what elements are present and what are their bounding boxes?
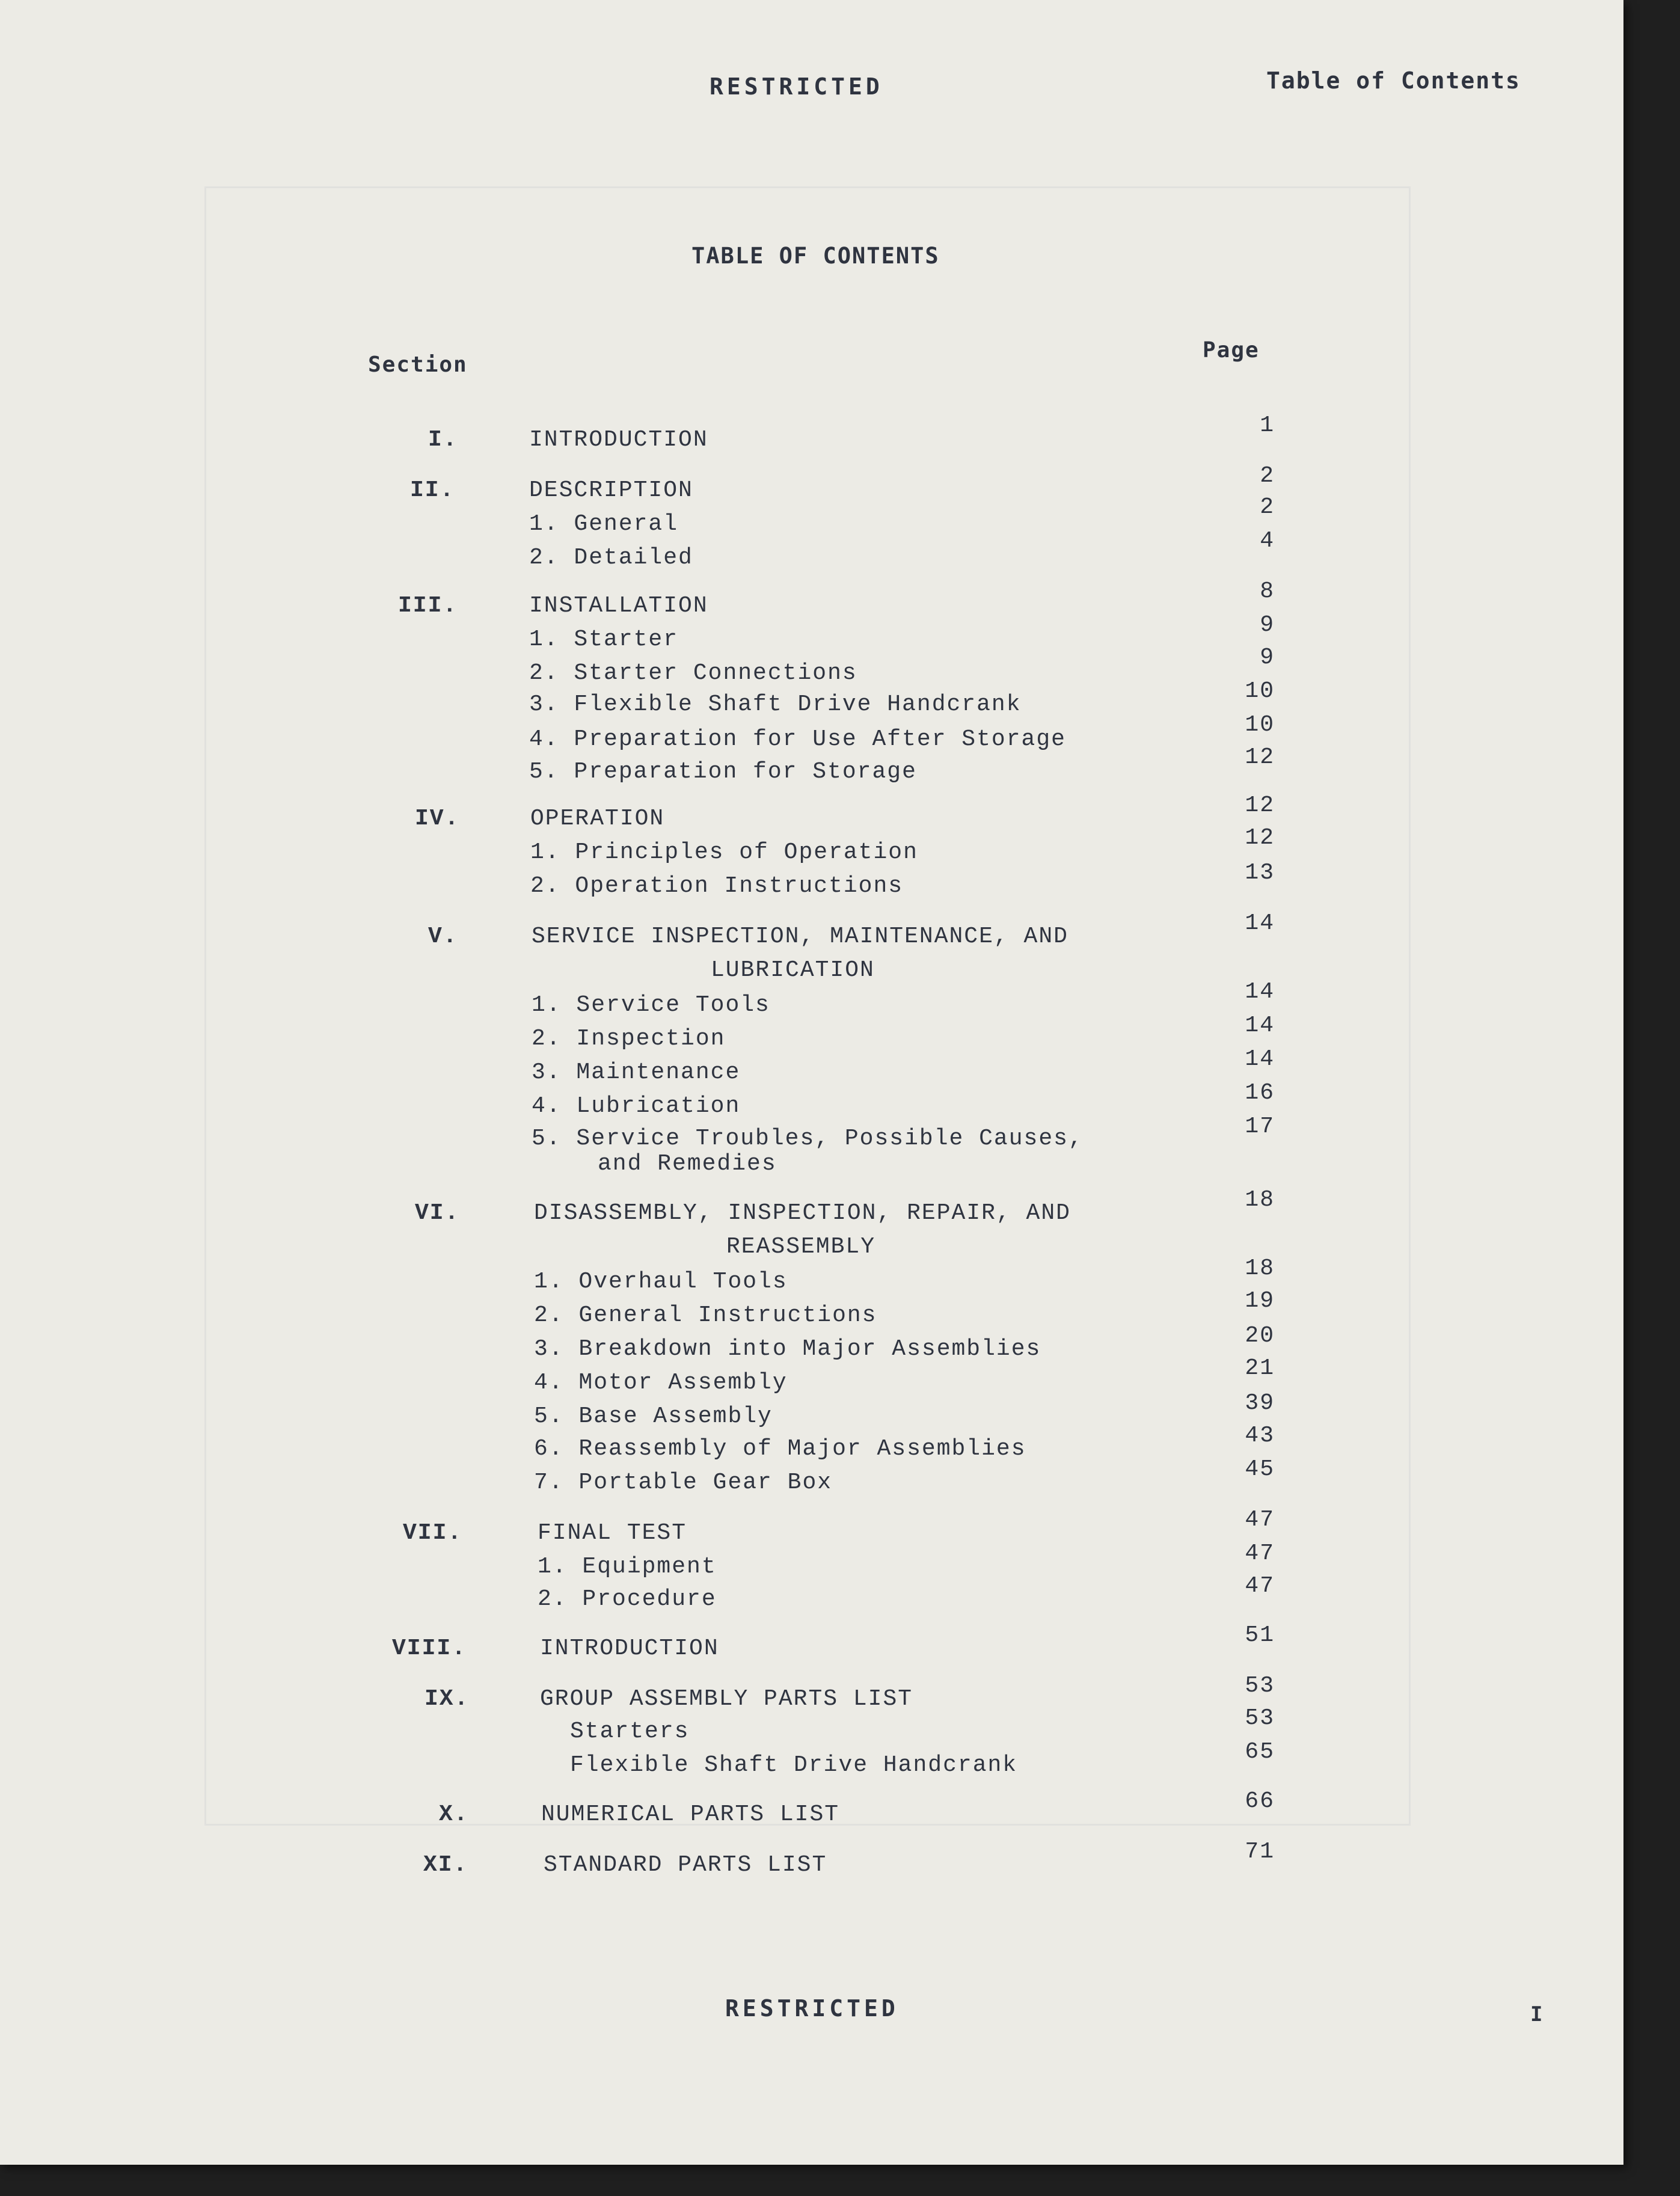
section-number: IV. [415, 806, 460, 832]
section-number: II. [410, 477, 455, 503]
section-page-number: 53 [1245, 1673, 1275, 1699]
section-title: SERVICE INSPECTION, MAINTENANCE, AND [532, 924, 1068, 949]
subsection-page-number: 17 [1245, 1114, 1275, 1139]
subsection-page-number: 53 [1245, 1705, 1275, 1731]
subsection-label: Starters [570, 1719, 690, 1744]
subsection-label: 6. Reassembly of Major Assemblies [534, 1436, 1026, 1462]
page-title: TABLE OF CONTENTS [691, 243, 940, 269]
section-title: OPERATION [530, 806, 665, 832]
subsection-label: 1. General [529, 511, 679, 537]
subsection-label: 1. Equipment [538, 1554, 717, 1580]
subsection-label: 5. Base Assembly [534, 1403, 773, 1429]
subsection-label-continued: and Remedies [598, 1151, 777, 1177]
subsection-page-number: 4 [1260, 528, 1275, 554]
section-page-number: 51 [1245, 1622, 1275, 1648]
section-page-number: 12 [1245, 793, 1275, 818]
subsection-label: 2. Procedure [538, 1586, 717, 1612]
section-title: DESCRIPTION [529, 477, 693, 503]
section-title-continued: LUBRICATION [711, 957, 875, 983]
subsection-page-number: 2 [1260, 494, 1275, 520]
subsection-label: 1. Starter [529, 627, 679, 652]
subsection-page-number: 20 [1245, 1323, 1275, 1349]
section-title: INTRODUCTION [529, 427, 708, 453]
section-page-number: 8 [1260, 578, 1275, 604]
subsection-page-number: 13 [1245, 860, 1275, 886]
subsection-page-number: 21 [1245, 1355, 1275, 1381]
subsection-page-number: 10 [1245, 678, 1275, 704]
column-header-section: Section [368, 352, 468, 377]
subsection-label: 3. Breakdown into Major Assemblies [534, 1336, 1041, 1362]
subsection-page-number: 47 [1245, 1541, 1275, 1566]
section-page-number: 1 [1260, 413, 1275, 438]
subsection-page-number: 45 [1245, 1456, 1275, 1482]
section-title-continued: REASSEMBLY [726, 1234, 876, 1260]
subsection-label: 2. Detailed [529, 545, 693, 571]
footer-page-number: I [1530, 2002, 1543, 2026]
column-header-page: Page [1203, 338, 1260, 363]
subsection-page-number: 9 [1260, 645, 1275, 670]
subsection-page-number: 18 [1245, 1256, 1275, 1281]
subsection-label: 1. Principles of Operation [530, 839, 918, 865]
subsection-page-number: 47 [1245, 1573, 1275, 1599]
section-title: STANDARD PARTS LIST [544, 1852, 827, 1878]
subsection-page-number: 12 [1245, 825, 1275, 851]
subsection-label: 1. Service Tools [532, 992, 770, 1018]
subsection-page-number: 12 [1245, 744, 1275, 770]
section-title: GROUP ASSEMBLY PARTS LIST [540, 1686, 913, 1712]
section-number: VII. [403, 1520, 463, 1546]
section-number: I. [428, 427, 458, 453]
subsection-label: 7. Portable Gear Box [534, 1470, 833, 1495]
subsection-label: 2. Operation Instructions [530, 873, 904, 899]
subsection-label: 2. Inspection [532, 1026, 726, 1052]
section-title: INTRODUCTION [540, 1636, 719, 1661]
subsection-page-number: 19 [1245, 1288, 1275, 1314]
section-title: DISASSEMBLY, INSPECTION, REPAIR, AND [534, 1200, 1071, 1226]
section-number: III. [398, 593, 458, 619]
section-page-number: 71 [1245, 1839, 1275, 1865]
section-number: XI. [423, 1852, 468, 1878]
section-number: V. [428, 924, 458, 949]
subsection-page-number: 14 [1245, 1013, 1275, 1038]
subsection-page-number: 14 [1245, 1046, 1275, 1072]
subsection-page-number: 14 [1245, 979, 1275, 1005]
subsection-page-number: 10 [1245, 712, 1275, 738]
subsection-label: 4. Lubrication [532, 1093, 741, 1119]
header-restricted: RESTRICTED [710, 73, 883, 100]
subsection-page-number: 65 [1245, 1739, 1275, 1765]
section-number: X. [439, 1802, 469, 1827]
section-page-number: 2 [1260, 463, 1275, 489]
subsection-label: 3. Flexible Shaft Drive Handcrank [529, 692, 1022, 717]
section-page-number: 66 [1245, 1788, 1275, 1814]
section-number: VI. [415, 1200, 460, 1226]
subsection-label: 3. Maintenance [532, 1060, 741, 1085]
subsection-label: 1. Overhaul Tools [534, 1269, 788, 1295]
header-table-of-contents: Table of Contents [1266, 67, 1521, 94]
section-title: FINAL TEST [538, 1520, 687, 1546]
subsection-page-number: 43 [1245, 1423, 1275, 1449]
subsection-label: 5. Service Troubles, Possible Causes, [532, 1126, 1084, 1152]
subsection-page-number: 16 [1245, 1080, 1275, 1106]
subsection-label: 2. Starter Connections [529, 660, 857, 686]
subsection-page-number: 9 [1260, 612, 1275, 638]
section-number: IX. [425, 1686, 470, 1712]
section-title: NUMERICAL PARTS LIST [541, 1802, 840, 1827]
section-page-number: 14 [1245, 910, 1275, 936]
section-page-number: 18 [1245, 1187, 1275, 1213]
subsection-label: Flexible Shaft Drive Handcrank [570, 1752, 1018, 1778]
section-number: VIII. [392, 1636, 467, 1661]
section-page-number: 47 [1245, 1507, 1275, 1533]
subsection-page-number: 39 [1245, 1390, 1275, 1416]
subsection-label: 5. Preparation for Storage [529, 759, 917, 785]
footer-restricted: RESTRICTED [725, 1995, 899, 2022]
subsection-label: 4. Preparation for Use After Storage [529, 726, 1066, 752]
section-title: INSTALLATION [529, 593, 708, 619]
subsection-label: 4. Motor Assembly [534, 1370, 788, 1396]
subsection-label: 2. General Instructions [534, 1302, 877, 1328]
